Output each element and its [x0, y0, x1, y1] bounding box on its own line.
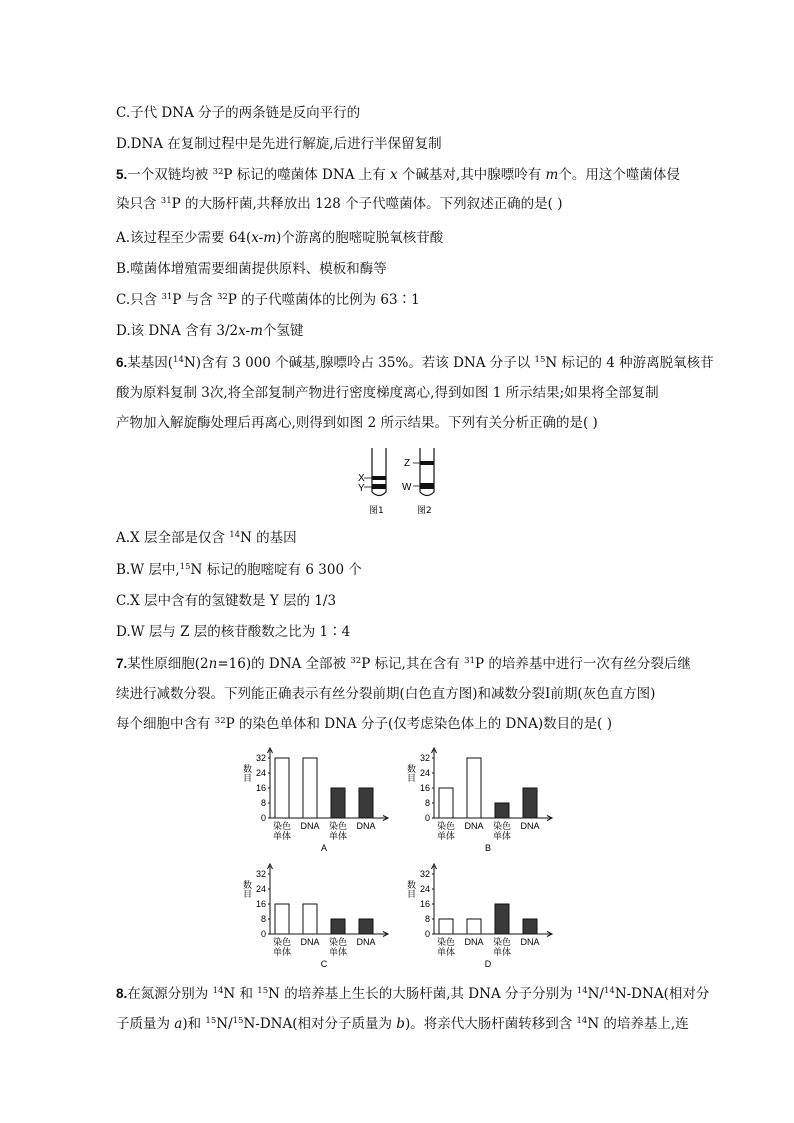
- q7-stem-line3: 每个细胞中含有 $^{32}$P 的染色单体和 DNA 分子(仅考虑染色体上的 DNA)数目的是( ): [116, 716, 613, 732]
- q5-stem-line2: 染只含 $^{31}$P 的大肠杆菌,共释放出 128 个子代噬菌体。下列叙述正确的是( ): [116, 196, 563, 212]
- q4-option-c: C.子代 DNA 分子的两条链是反向平行的: [116, 105, 361, 121]
- y-tick-label: 16: [255, 783, 266, 793]
- q5-stem-line1: 5.一个双链均被 $^{32}$P 标记的噬菌体 DNA 上有 x 个碱基对,其中腺嘌呤有 m个。用这个噬菌体侵: [116, 167, 680, 183]
- x-tick-label: 染色: [272, 938, 292, 948]
- x-tick-label: 染色: [492, 938, 512, 948]
- y-tick-label: 24: [255, 768, 266, 778]
- y-tick-label: 16: [255, 899, 266, 909]
- bar: [467, 758, 481, 818]
- y-tick-label: 24: [255, 884, 266, 894]
- x-tick-label: 单体: [492, 832, 512, 842]
- x-tick-label: 单体: [436, 948, 456, 958]
- panel-label: C: [320, 959, 328, 968]
- panel-label: D: [484, 959, 492, 968]
- x-tick-label: 单体: [272, 832, 292, 842]
- x-tick-label: DNA: [464, 821, 484, 831]
- y-axis-label: 数目: [405, 764, 415, 782]
- q6-option-a: A.X 层全部是仅含 $^{14}$N 的基因: [116, 530, 297, 546]
- x-tick-label: DNA: [464, 937, 484, 947]
- band-w: [421, 483, 434, 489]
- q7-stem-line1: 7.某性原细胞(2n=16)的 DNA 全部被 $^{32}$P 标记,其在含有 $^{31}$P 的培养基中进行一次有丝分裂后继: [116, 656, 691, 672]
- y-tick-label: 0: [424, 813, 430, 823]
- q5-option-d: D.该 DNA 含有 3/2x-m个氢键: [116, 323, 304, 339]
- y-tick-label: 8: [424, 914, 430, 924]
- bar: [495, 904, 509, 934]
- q8-stem-line1: 8.在氮源分别为 $^{14}$N 和 $^{15}$N 的培养基上生长的大肠杆菌,其 DNA 分子分别为 $^{14}$N/$^{14}$N-DNA(相对分: [116, 986, 710, 1002]
- q6-option-b: B.W 层中,$^{15}$N 标记的胞嘧啶有 6 300 个: [116, 562, 362, 578]
- chart-panel-a: [241, 748, 388, 853]
- x-tick-label: 染色: [492, 822, 512, 832]
- x-tick-label: 单体: [328, 948, 348, 958]
- bar: [467, 919, 481, 934]
- caption-figure-2: 图2: [417, 506, 432, 516]
- bar: [331, 919, 345, 934]
- x-tick-label: DNA: [300, 821, 320, 831]
- label-x: X: [358, 473, 365, 484]
- chart-panel-d: [405, 864, 552, 968]
- y-tick-label: 8: [260, 914, 266, 924]
- x-tick-label: 染色: [436, 822, 456, 832]
- y-tick-label: 24: [419, 884, 430, 894]
- bar: [303, 758, 317, 818]
- label-z: Z: [404, 458, 411, 469]
- bar-charts-figure: [240, 744, 560, 968]
- bar: [495, 803, 509, 818]
- bar: [331, 788, 345, 818]
- chart-panel-b: [405, 748, 552, 853]
- x-tick-label: 染色: [328, 822, 348, 832]
- bar: [275, 758, 289, 818]
- x-tick-label: 单体: [272, 948, 292, 958]
- x-tick-label: DNA: [520, 821, 540, 831]
- bar: [303, 904, 317, 934]
- x-tick-label: DNA: [356, 821, 376, 831]
- label-w: W: [402, 482, 412, 493]
- bar: [439, 919, 453, 934]
- x-tick-label: 单体: [492, 948, 512, 958]
- y-tick-label: 32: [255, 753, 266, 763]
- y-tick-label: 0: [424, 929, 430, 939]
- bar: [359, 919, 373, 934]
- q6-stem-line2: 酸为原料复制 3次,将全部复制产物进行密度梯度离心,得到如图 1 所示结果;如果将全部复制: [116, 385, 659, 401]
- band-x: [373, 476, 386, 480]
- bar: [439, 788, 453, 818]
- q4-option-d: D.DNA 在复制过程中是先进行解旋,后进行半保留复制: [116, 136, 442, 152]
- q5-option-a: A.该过程至少需要 64(x-m)个游离的胞嘧啶脱氧核苷酸: [116, 230, 444, 246]
- x-tick-label: DNA: [356, 937, 376, 947]
- q5-option-c: C.只含 $^{31}$P 与含 $^{32}$P 的子代噬菌体的比例为 63∶1: [116, 292, 420, 308]
- bar: [523, 919, 537, 934]
- x-tick-label: DNA: [520, 937, 540, 947]
- q6-option-c: C.X 层中含有的氢键数是 Y 层的 1/3: [116, 593, 337, 609]
- label-y: Y: [358, 483, 365, 494]
- band-z: [421, 461, 434, 465]
- y-tick-label: 32: [419, 869, 430, 879]
- bar: [359, 788, 373, 818]
- chart-panel-c: [241, 864, 388, 968]
- q8-stem-line2: 子质量为 a)和 $^{15}$N/$^{15}$N-DNA(相对分子质量为 b)。将亲代大肠杆菌转移到含 $^{14}$N 的培养基上,连: [116, 1016, 689, 1032]
- bar-charts-svg: [240, 744, 560, 968]
- y-tick-label: 16: [419, 783, 430, 793]
- panel-label: B: [484, 843, 492, 853]
- bar: [275, 904, 289, 934]
- y-tick-label: 0: [260, 929, 266, 939]
- x-tick-label: 染色: [436, 938, 456, 948]
- y-tick-label: 8: [424, 798, 430, 808]
- panel-label: A: [320, 843, 328, 853]
- y-tick-label: 0: [260, 813, 266, 823]
- y-tick-label: 8: [260, 798, 266, 808]
- y-tick-label: 32: [419, 753, 430, 763]
- bar: [523, 788, 537, 818]
- q7-stem-line2: 续进行减数分裂。下列能正确表示有丝分裂前期(白色直方图)和减数分裂Ⅰ前期(灰色直方图): [116, 686, 656, 702]
- x-tick-label: 单体: [328, 832, 348, 842]
- band-y: [373, 484, 386, 489]
- y-axis-label: 数目: [405, 880, 415, 898]
- caption-figure-1: 图1: [369, 506, 384, 516]
- centrifuge-tube-figure: [352, 446, 448, 518]
- y-tick-label: 24: [419, 768, 430, 778]
- y-axis-label: 数目: [241, 764, 251, 782]
- x-tick-label: 染色: [328, 938, 348, 948]
- q6-option-d: D.W 层与 Z 层的核苷酸数之比为 1∶4: [116, 624, 351, 640]
- x-tick-label: 染色: [272, 822, 292, 832]
- y-tick-label: 16: [419, 899, 430, 909]
- x-tick-label: 单体: [436, 832, 456, 842]
- q6-stem-line1: 6.某基因($^{14}$N)含有 3 000 个碱基,腺嘌呤占 35%。若该 DNA 分子以 $^{15}$N 标记的 4 种游离脱氧核苷: [116, 355, 714, 371]
- y-tick-label: 32: [255, 869, 266, 879]
- y-axis-label: 数目: [241, 880, 251, 898]
- q6-stem-line3: 产物加入解旋酶处理后再离心,则得到如图 2 所示结果。下列有关分析正确的是( ): [116, 415, 598, 431]
- x-tick-label: DNA: [300, 937, 320, 947]
- q5-option-b: B.噬菌体增殖需要细菌提供原料、模板和酶等: [116, 261, 387, 277]
